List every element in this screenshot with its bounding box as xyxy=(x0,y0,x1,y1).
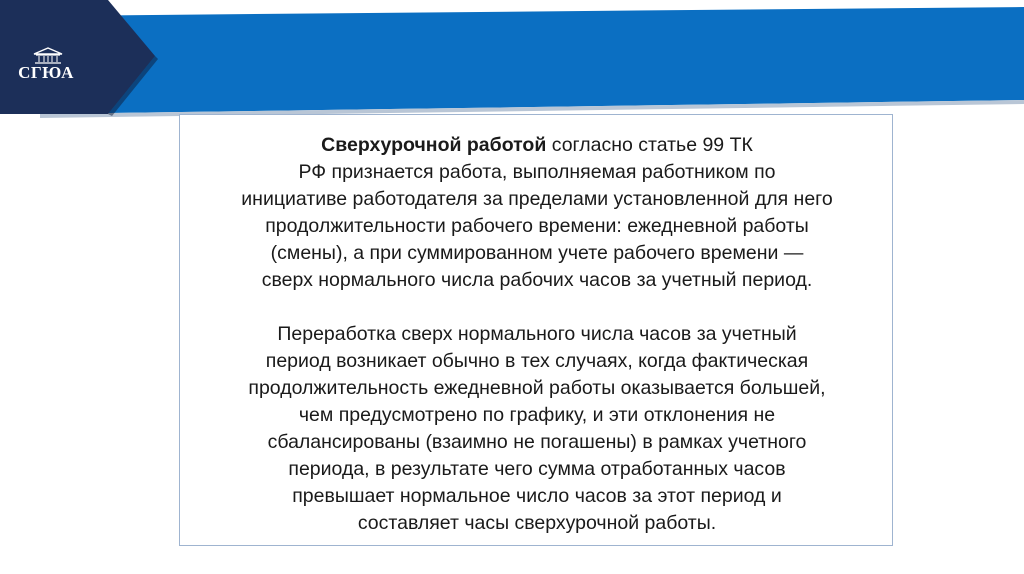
paragraph-line: Сверхурочной работой согласно статье 99 ТК xyxy=(321,134,753,156)
paragraph-line: РФ признается работа, выполняемая работником по xyxy=(298,161,776,183)
explanation-paragraph xyxy=(180,321,894,537)
logo-text: СГЮА xyxy=(18,63,74,82)
paragraph-line: чем предусмотрено по графику, и эти отклонения не xyxy=(298,404,776,426)
definition-paragraph xyxy=(180,132,894,294)
paragraph-line: период возникает обычно в тех случаях, когда фактическая xyxy=(265,350,809,372)
paragraph-line: инициативе работодателя за пределами установленной для него xyxy=(241,188,833,210)
paragraph-line: составляет часы сверхурочной работы. xyxy=(357,512,717,534)
paragraph-line: периода, в результате чего сумма отработанных часов xyxy=(288,458,786,480)
paragraph-line: превышает нормальное число часов за этот период и xyxy=(292,485,782,507)
paragraph-line: продолжительности рабочего времени: ежедневной работы xyxy=(265,215,809,237)
paragraph-line: сверх нормального числа рабочих часов за учетный период. xyxy=(261,269,813,291)
header-blue-band xyxy=(40,7,1024,114)
content-box xyxy=(179,114,893,546)
paragraph-line: продолжительность ежедневной работы оказывается большей, xyxy=(248,377,826,399)
paragraph-line: (смены), а при суммированном учете рабочего времени — xyxy=(270,242,804,264)
paragraph-line: Переработка сверх нормального числа часов за учетный xyxy=(277,323,797,345)
paragraph-line: сбалансированы (взаимно не погашены) в рамках учетного xyxy=(267,431,807,453)
header-band xyxy=(0,0,1024,130)
defined-term: Сверхурочной работой xyxy=(321,134,547,156)
